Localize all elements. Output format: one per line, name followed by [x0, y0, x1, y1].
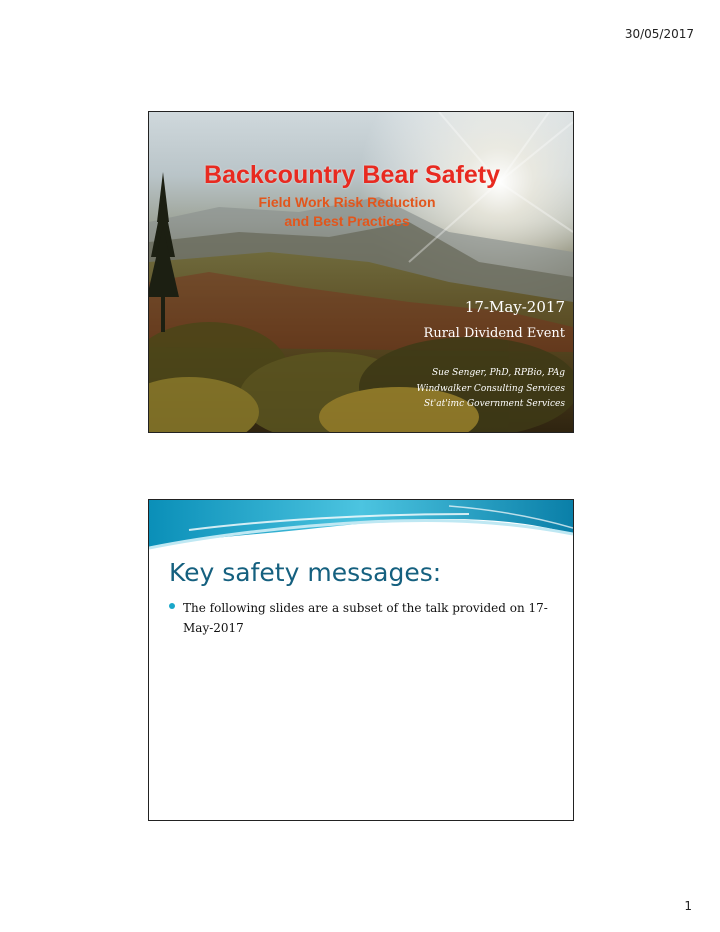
organization-2: St'at'imc Government Services	[423, 399, 565, 409]
organization-1: Windwalker Consulting Services	[416, 384, 565, 394]
slide-title: Backcountry Bear Safety	[204, 161, 500, 189]
event-date: 17-May-2017	[464, 298, 565, 316]
event-name: Rural Dividend Event	[423, 326, 565, 341]
author-name: Sue Senger, PhD, RPBio, PAg	[432, 368, 565, 378]
bullet-icon	[169, 603, 175, 609]
page-date: 30/05/2017	[624, 27, 694, 41]
title-slide	[148, 111, 574, 433]
content-slide	[148, 499, 574, 821]
bullet-text: The following slides are a subset of the talk provided on 17-May-2017	[183, 601, 548, 635]
slide-subtitle-line1: Field Work Risk Reduction	[258, 194, 436, 210]
page-number: 1	[684, 899, 692, 913]
slide-subtitle-line2: and Best Practices	[284, 213, 410, 229]
wave-header-decoration	[149, 500, 573, 560]
slide-heading: Key safety messages:	[169, 558, 442, 587]
